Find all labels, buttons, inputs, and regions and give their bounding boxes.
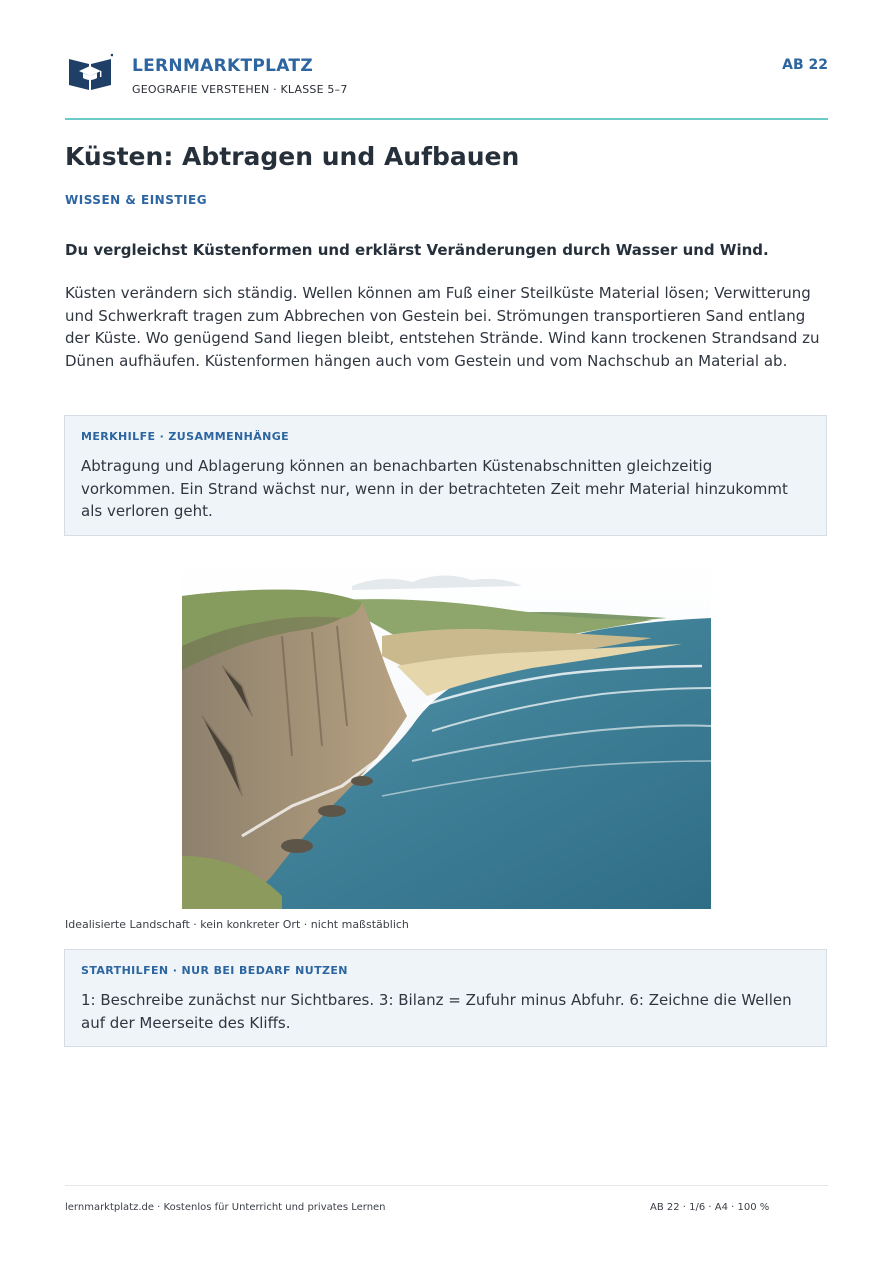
sheet-id: AB 22 xyxy=(782,57,828,73)
section-kicker: WISSEN & EINSTIEG xyxy=(65,193,208,207)
brand-name: LERNMARKTPLATZ xyxy=(132,56,313,76)
footer-website: lernmarktplatz.de · Kostenlos für Unterricht und privates Lernen xyxy=(65,1202,386,1213)
merkhilfe-text: Abtragung und Ablagerung können an benachbarten Küstenabschnitten gleichzeitig vorkommen. Ein Strand wächst nur, wenn in der betrachteten Zeit mehr Material hinzukommt als verloren geht. xyxy=(81,457,788,520)
starthilfen-text: 1: Beschreibe zunächst nur Sichtbares. 3: Bilanz = Zufuhr minus Abfuhr. 6: Zeichne die Wellen auf der Meerseite des Kliffs. xyxy=(81,991,792,1032)
merkhilfe-title: MERKHILFE · ZUSAMMENHÄNGE xyxy=(81,430,290,443)
footer-page-info: AB 22 · 1/6 · A4 · 100 % xyxy=(650,1202,770,1213)
header-subtitle: GEOGRAFIE VERSTEHEN · KLASSE 5–7 xyxy=(132,83,348,96)
starthilfen-box xyxy=(64,949,827,1047)
footer-divider xyxy=(65,1185,828,1186)
coast-illustration xyxy=(182,556,711,909)
intro-paragraph: Küsten verändern sich ständig. Wellen können am Fuß einer Steilküste Material lösen; Verwitterung und Schwerkraft tragen zum Abbrechen von Gestein bei. Strömungen transportieren Sand entlang der Küste. Wo genügend Sand liegen bleibt, entstehen Strände. Wind kann trockenen Strandsand zu Dünen aufhäufen. Küstenformen hängen auch vom Gestein und vom Nachschub an Material ab. xyxy=(65,284,820,370)
merkhilfe-box xyxy=(64,415,827,536)
page-header xyxy=(65,52,828,102)
header-divider xyxy=(65,118,828,120)
starthilfen-title: STARTHILFEN · NUR BEI BEDARF NUTZEN xyxy=(81,964,348,977)
graduation-cap-book-icon xyxy=(67,53,113,91)
learning-goal: Du vergleichst Küstenformen und erklärst Veränderungen durch Wasser und Wind. xyxy=(65,241,769,259)
page-title: Küsten: Abtragen und Aufbauen xyxy=(65,142,520,171)
image-caption: Idealisierte Landschaft · kein konkreter Ort · nicht maßstäblich xyxy=(65,918,409,931)
